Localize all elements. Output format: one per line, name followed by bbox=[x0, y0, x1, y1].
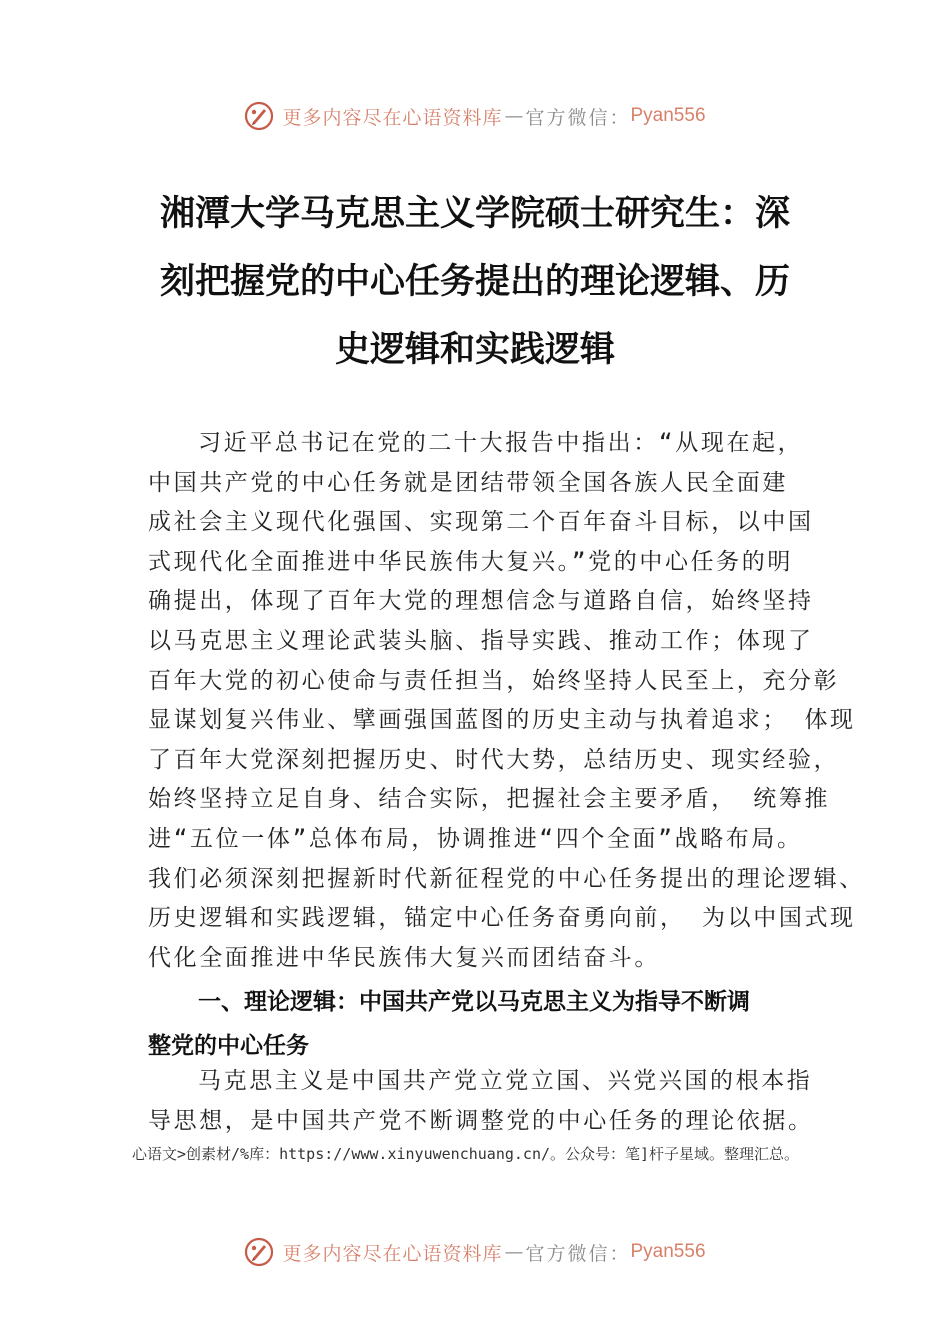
header-banner bbox=[0, 96, 950, 136]
banner-text: 更多内容尽在心语资料库 bbox=[282, 106, 503, 129]
banner-wechat-id: Pyan556 bbox=[630, 1241, 706, 1262]
text-line: 历史逻辑和实践逻辑，锚定中心任务奋勇向前， 为以中国式现 bbox=[148, 905, 856, 932]
quill-logo-icon bbox=[244, 101, 274, 131]
footer-banner bbox=[0, 1232, 950, 1272]
text-line: 百年大党的初心使命与责任担当，始终坚持人民至上，充分彰 bbox=[148, 667, 840, 694]
intro-paragraph bbox=[148, 424, 865, 978]
quill-logo-icon bbox=[244, 1237, 274, 1267]
section-paragraph bbox=[148, 1062, 848, 1141]
text-line: 马克思主义是中国共产党立党立国、兴党兴国的根本指 bbox=[198, 1068, 813, 1094]
text-line: 中国共产党的中心任务就是团结带领全国各族人民全面建 bbox=[148, 469, 788, 496]
banner-dash: — bbox=[504, 1241, 524, 1263]
text-line: 了百年大党深刻把握历史、时代大势，总结历史、现实经验， bbox=[148, 746, 840, 773]
text-line: 进“五位一体”总体布局，协调推进“四个全面”战略布局。 bbox=[148, 825, 803, 852]
text-line: 式现代化全面推进中华民族伟大复兴。”党的中心任务的明 bbox=[148, 548, 793, 575]
text-line: 习近平总书记在党的二十大报告中指出：“从现在起， bbox=[198, 430, 804, 456]
text-line: 以马克思主义理论武装头脑、指导实践、推动工作；体现了 bbox=[148, 627, 814, 654]
title-line: 史逻辑和实践逻辑 bbox=[334, 329, 615, 370]
title-line: 刻把握党的中心任务提出的理论逻辑、历 bbox=[159, 261, 790, 302]
text-line: 成社会主义现代化强国、实现第二个百年奋斗目标，以中国 bbox=[148, 509, 814, 536]
document-title bbox=[140, 180, 810, 384]
banner-wechat-label: 官方微信： bbox=[525, 1242, 631, 1265]
text-line: 显谋划复兴伟业、擘画强国蓝图的历史主动与执着追求； 体现 bbox=[148, 707, 856, 734]
section-heading bbox=[148, 980, 848, 1068]
banner-text: 更多内容尽在心语资料库 bbox=[282, 1242, 503, 1265]
title-line: 湘潭大学马克思主义学院硕士研究生：深 bbox=[159, 193, 790, 234]
banner-wechat-id: Pyan556 bbox=[630, 105, 706, 126]
banner-dash: — bbox=[504, 105, 524, 127]
text-line: 始终坚持立足自身、结合实际，把握社会主要矛盾， 统筹推 bbox=[148, 786, 831, 813]
heading-line: 一、理论逻辑：中国共产党以马克思主义为指导不断调 bbox=[198, 989, 750, 1015]
heading-line: 整党的中心任务 bbox=[148, 1033, 309, 1059]
text-line: 代化全面推进中华民族伟大复兴而团结奋斗。 bbox=[148, 944, 660, 971]
text-line: 导思想，是中国共产党不断调整党的中心任务的理论依据。 bbox=[148, 1107, 814, 1134]
source-footnote: 心语文>创素材/%库：https://www.xinyuwenchuang.cn/。公众号：笔]杆子星域。整理汇总。 bbox=[132, 1145, 800, 1163]
text-line: 确提出，体现了百年大党的理想信念与道路自信，始终坚持 bbox=[148, 588, 814, 615]
text-line: 我们必须深刻把握新时代新征程党的中心任务提出的理论逻辑、 bbox=[148, 865, 865, 892]
banner-wechat-label: 官方微信： bbox=[525, 106, 631, 129]
